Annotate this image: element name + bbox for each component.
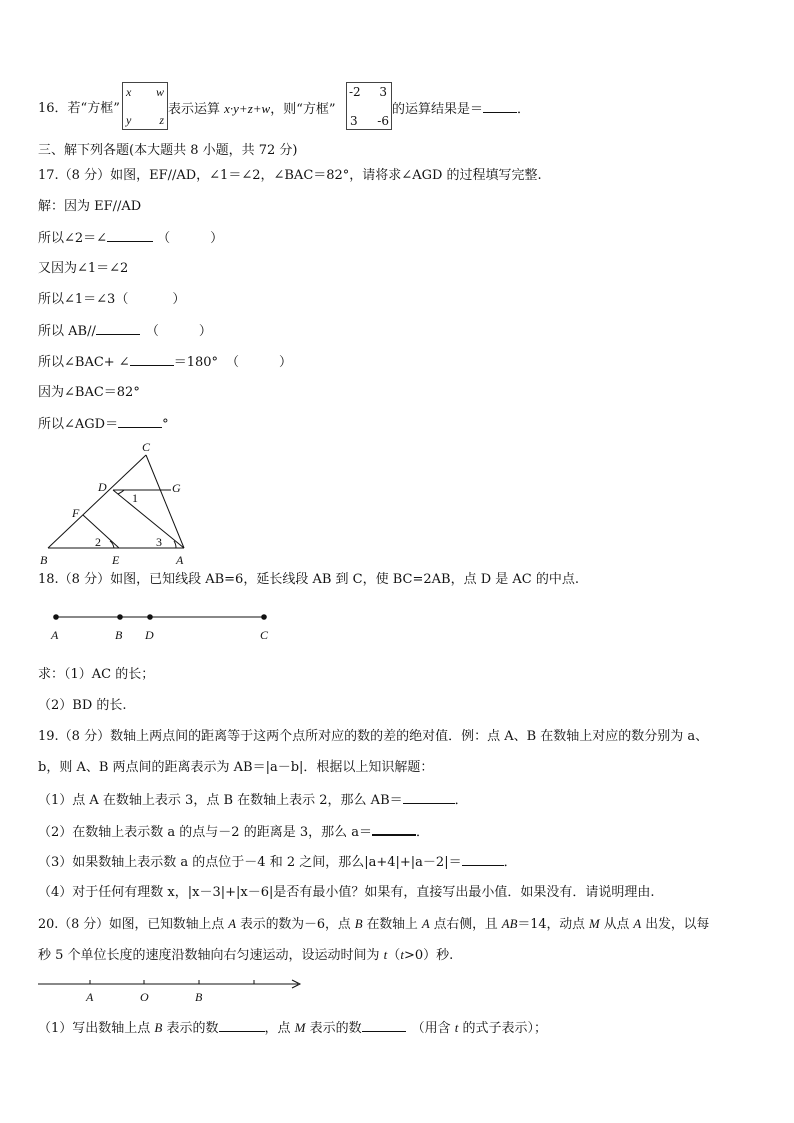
q20-line-1: 20.（8 分）如图，已知数轴上点 A 表示的数为－6，点 B 在数轴上 A 点右侧，且 AB＝14，动点 M 从点 A 出发，以每 — [38, 917, 710, 932]
q19-blank-3[interactable] — [462, 853, 504, 866]
q17-step-7: 因为∠BAC＝82° — [38, 385, 140, 400]
q18-segment-figure — [44, 608, 284, 644]
label-a: A — [176, 553, 184, 567]
point-a — [53, 614, 59, 620]
q19-line-2: b，则 A、B 两点间的距离表示为 AB＝|a－b|．根据以上知识解题： — [38, 760, 434, 775]
q17-step-2: 所以∠2＝∠ （ ） — [38, 231, 224, 246]
angle-mark-3 — [174, 541, 176, 548]
q17-step-3: 又因为∠1＝∠2 — [38, 261, 129, 276]
label-angle3: 3 — [156, 535, 162, 549]
operation-box-definition — [122, 82, 168, 130]
q17-step-5: 所以 AB// （ ） — [38, 324, 212, 339]
q17-step-1: 解：因为 EF//AD — [38, 199, 142, 214]
q16-prefix: 16．若“方框” — [38, 101, 120, 116]
section3-heading: 三、解下列各题(本大题共 8 小题，共 72 分) — [38, 143, 298, 158]
box2-br: -6 — [377, 114, 389, 128]
q19-blank-1[interactable] — [403, 791, 455, 804]
q20-blank-b[interactable] — [219, 1019, 265, 1032]
q18-stem: 18.（8 分）如图，已知线段 AB=6，延长线段 AB 到 C，使 BC=2AB，点 D 是 AC 的中点. — [38, 572, 579, 587]
q20-part-1: （1）写出数轴上点 B 表示的数 ，点 M 表示的数 （用含 t 的式子表示）； — [38, 1020, 548, 1036]
label-angle1: 1 — [132, 491, 138, 505]
box1-tl: x — [126, 85, 132, 99]
q20-number-line — [36, 976, 306, 1006]
label-axis-a: A — [86, 990, 94, 1004]
box1-bl: y — [126, 113, 132, 127]
operation-box-question — [346, 82, 392, 130]
label-b: B — [40, 553, 48, 567]
label-point-a: A — [51, 628, 59, 642]
label-c: C — [142, 440, 151, 454]
point-b — [117, 614, 123, 620]
q17-step-6: 所以∠BAC+ ∠ ＝180° （ ） — [38, 355, 293, 370]
q17-blank-parallel[interactable] — [96, 322, 140, 335]
segment-da — [113, 490, 184, 548]
q19-part-3: （3）如果数轴上表示数 a 的点位于－4 和 2 之间，那么|a+4|+|a－2|＝ ． — [38, 855, 517, 870]
box1-br: z — [159, 113, 164, 127]
box1-tr: w — [155, 85, 164, 99]
label-axis-o: O — [140, 990, 149, 1004]
q17-blank-angle2[interactable] — [130, 353, 174, 366]
box2-tr: 3 — [379, 85, 387, 99]
q16-answer-blank[interactable] — [483, 100, 517, 113]
q19-part-1: （1）点 A 在数轴上表示 3，点 B 在数轴上表示 2，那么 AB＝ ． — [38, 793, 468, 808]
label-angle2: 2 — [95, 535, 101, 549]
label-g: G — [172, 481, 181, 495]
q19-line-1: 19.（8 分）数轴上两点间的距离等于这两个点所对应的数的差的绝对值．例：点 A、B 在数轴上对应的数分别为 a、 — [38, 729, 709, 744]
label-f: F — [72, 506, 80, 520]
q16-mid: 表示运算 x·y+z+w，则“方框” — [168, 101, 336, 117]
label-d: D — [98, 480, 107, 494]
q17-stem: 17.（8 分）如图，EF//AD，∠1＝∠2，∠BAC＝82°，请将求∠AGD 的过程填写完整. — [38, 168, 542, 183]
q18-ask-2: （2）BD 的长. — [38, 698, 127, 713]
q16-expression: x·y+z+w — [224, 101, 271, 116]
q20-line-2: 秒 5 个单位长度的速度沿数轴向右匀速运动，设运动时间为 t（t>0）秒. — [38, 947, 454, 963]
q20-blank-m[interactable] — [362, 1019, 406, 1032]
q16-line — [38, 100, 120, 118]
label-axis-b: B — [195, 990, 203, 1004]
q17-triangle-figure — [36, 438, 206, 570]
box2-tl: -2 — [349, 85, 361, 99]
label-e: E — [112, 553, 120, 567]
label-point-d: D — [145, 628, 154, 642]
q19-blank-2[interactable] — [372, 822, 416, 836]
q17-blank-angle[interactable] — [107, 229, 153, 242]
side-ca — [146, 455, 184, 548]
angle-mark-1 — [118, 490, 124, 494]
q17-step-8: 所以∠AGD＝ ° — [38, 417, 169, 432]
q19-part-4: （4）对于任何有理数 x，|x－3|+|x－6|是否有最小值？如果有，直接写出最小值．如果没有．请说明理由. — [38, 885, 655, 900]
label-point-b: B — [115, 628, 123, 642]
point-c — [261, 614, 267, 620]
q19-part-2: （2）在数轴上表示数 a 的点与－2 的距离是 3，那么 a＝ ． — [38, 822, 429, 842]
box2-bl: 3 — [350, 114, 358, 128]
q17-step-4: 所以∠1＝∠3（ ） — [38, 292, 186, 307]
q17-blank-result[interactable] — [118, 415, 162, 428]
segment-fe — [83, 515, 119, 548]
q16-suffix-line: 的运算结果是＝ ． — [392, 102, 531, 117]
label-point-c: C — [260, 628, 269, 642]
point-d — [147, 614, 153, 620]
q18-ask-1: 求：（1）AC 的长； — [38, 667, 155, 682]
